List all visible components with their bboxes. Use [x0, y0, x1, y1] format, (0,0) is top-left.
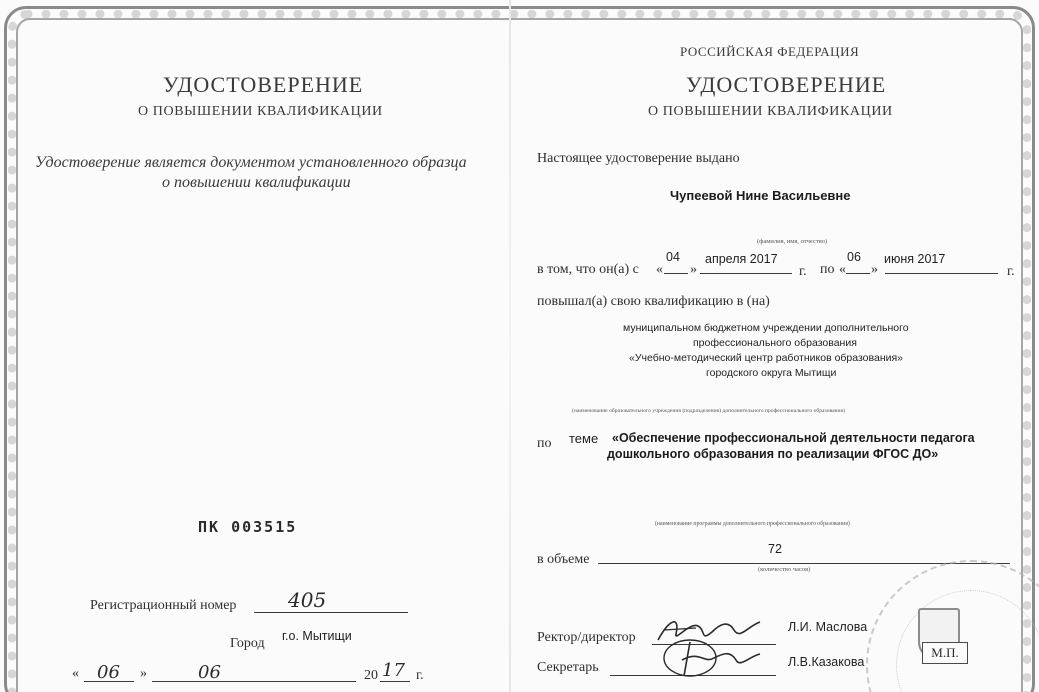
- end-month-year: июня 2017: [884, 252, 946, 266]
- series-number: ПК 003515: [198, 518, 298, 536]
- end-day: 06: [847, 250, 861, 264]
- start-quote-close: »: [690, 262, 697, 277]
- issue-month: 06: [198, 662, 221, 683]
- institution-line4: городского округа Мытищи: [706, 367, 837, 379]
- institution-caption: (наименование образовательного учреждения (подразделения) дополнительного профессионального образования): [572, 408, 845, 414]
- left-statement-line1: Удостоверение является документом установленного образца: [35, 154, 467, 171]
- start-day: 04: [666, 250, 680, 264]
- left-subtitle: О ПОВЫШЕНИИ КВАЛИФИКАЦИИ: [138, 104, 383, 119]
- institution-line2: профессионального образования: [693, 337, 857, 349]
- right-subtitle: О ПОВЫШЕНИИ КВАЛИФИКАЦИИ: [648, 104, 893, 119]
- period-prefix: в том, что он(а) с: [537, 262, 639, 277]
- hours-caption: (количество часов): [758, 566, 811, 573]
- secretary-name: Л.В.Казакова: [788, 655, 865, 669]
- topic-prefix: по: [537, 436, 552, 451]
- start-day-underline: [664, 273, 688, 274]
- issue-date-close-quote: »: [140, 666, 147, 681]
- end-month-underline: [885, 273, 998, 274]
- start-quote-open: «: [656, 262, 663, 277]
- end-year-mark: г.: [1007, 264, 1015, 279]
- start-year-mark: г.: [799, 264, 807, 279]
- qualified-label: повышал(а) свою квалификацию в (на): [537, 294, 770, 309]
- topic-line1: «Обеспечение профессиональной деятельности педагога: [612, 431, 975, 445]
- program-caption: (наименование программы дополнительного профессионального образования): [655, 521, 850, 527]
- volume-label: в объеме: [537, 552, 590, 567]
- rector-label: Ректор/директор: [537, 630, 636, 645]
- issue-date-open-quote: «: [72, 666, 79, 681]
- issue-year-suffix: 17: [382, 660, 405, 681]
- registration-label: Регистрационный номер: [90, 598, 237, 613]
- end-day-underline: [846, 273, 870, 274]
- topic-label: теме: [569, 431, 599, 446]
- secretary-label: Секретарь: [537, 660, 599, 675]
- registration-underline: [254, 612, 408, 613]
- country-header: РОССИЙСКАЯ ФЕДЕРАЦИЯ: [680, 44, 860, 59]
- start-month-underline: [700, 273, 792, 274]
- secretary-signature: [660, 634, 770, 680]
- recipient-name: Чупеевой Нине Васильевне: [670, 188, 851, 203]
- issue-day: 06: [97, 662, 120, 683]
- end-quote-close: »: [871, 262, 878, 277]
- issue-month-underline: [152, 681, 356, 682]
- left-statement-line2: о повышении квалификации: [162, 174, 351, 191]
- city-value: г.о. Мытищи: [282, 629, 352, 643]
- left-title: УДОСТОВЕРЕНИЕ: [163, 72, 364, 97]
- volume-hours: 72: [768, 542, 782, 556]
- institution-line3: «Учебно-методический центр работников образования»: [629, 352, 904, 364]
- issue-year-underline: [380, 681, 410, 682]
- topic-line2: дошкольного образования по реализации ФГОС ДО»: [607, 447, 939, 461]
- city-label: Город: [230, 636, 265, 651]
- center-fold: [509, 0, 511, 692]
- issue-year-prefix: 20: [364, 668, 378, 683]
- issued-to-label: Настоящее удостоверение выдано: [537, 151, 740, 166]
- name-caption: (фамилия, имя, отчество): [757, 238, 828, 245]
- stamp-place-label: М.П.: [922, 642, 968, 664]
- start-month-year: апреля 2017: [705, 252, 778, 266]
- rector-name: Л.И. Маслова: [788, 620, 868, 634]
- end-quote-open: «: [839, 262, 846, 277]
- right-title: УДОСТОВЕРЕНИЕ: [686, 72, 887, 97]
- registration-number: 405: [288, 588, 327, 612]
- to-label: по: [820, 262, 835, 277]
- issue-year-mark: г.: [416, 668, 424, 683]
- institution-line1: муниципальном бюджетном учреждении дополнительного: [623, 322, 909, 334]
